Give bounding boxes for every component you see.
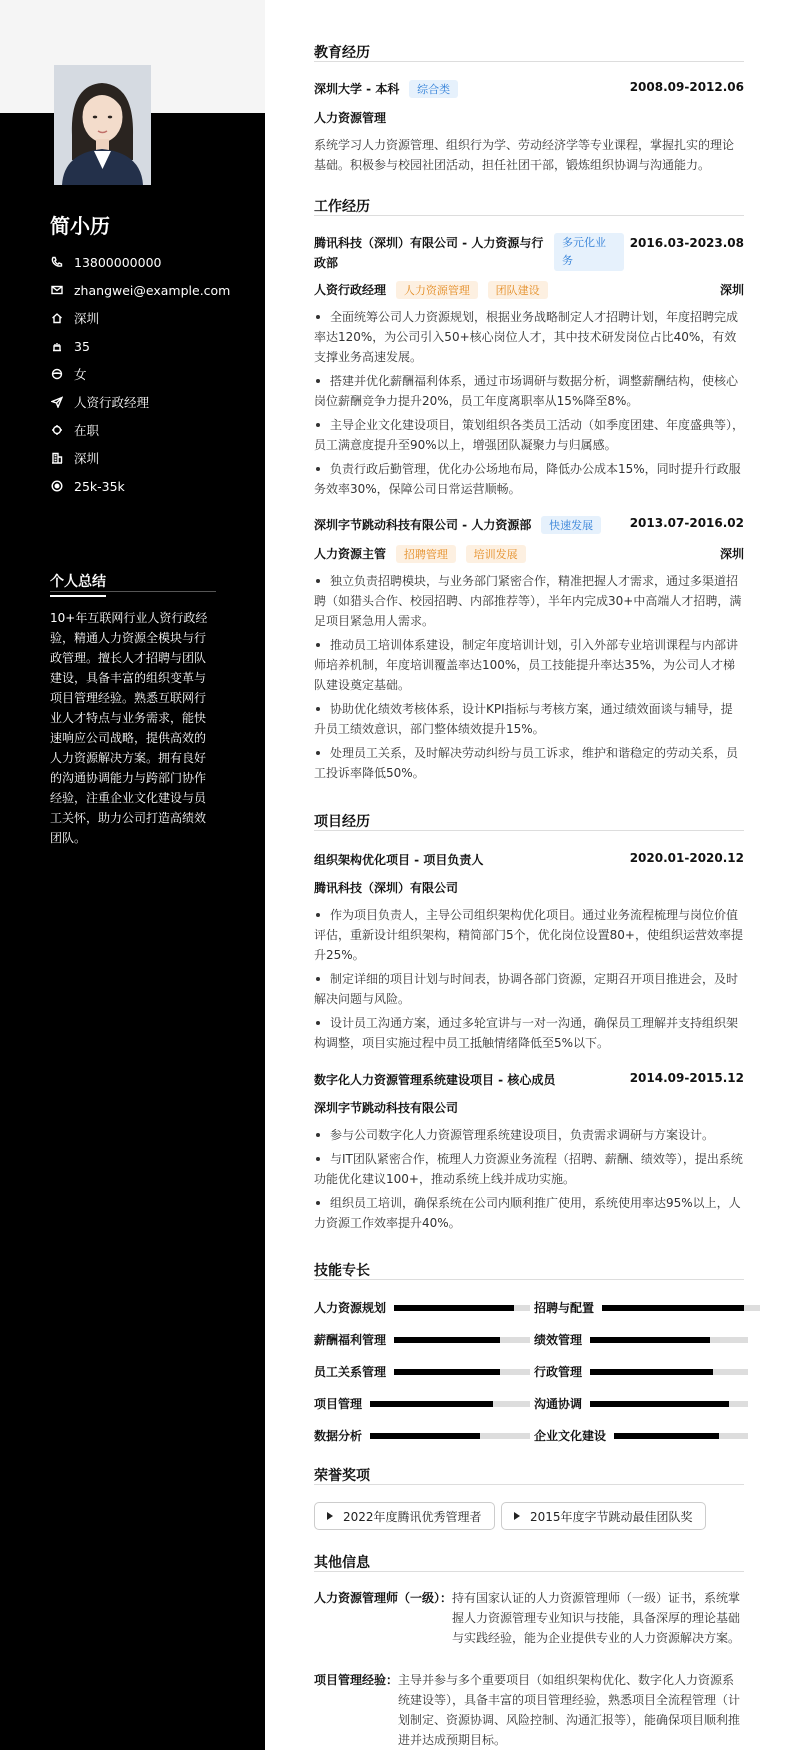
skill-bar (394, 1337, 530, 1343)
skill-item (314, 1363, 530, 1380)
building-icon (50, 451, 64, 465)
project-org-row (314, 1099, 744, 1116)
project-org: 腾讯科技（深圳）有限公司 (314, 881, 459, 895)
award-item (314, 1502, 495, 1530)
skill-bar (370, 1433, 530, 1439)
section-title-awards: 荣誉奖项 (314, 1468, 370, 1484)
award-name: 2015年度字节跳动最佳团队奖 (530, 1509, 693, 1524)
section-title-skills: 技能专长 (314, 1263, 370, 1279)
job-bullet: 搭建并优化薪酬福利体系，通过市场调研与数据分析，调整薪酬结构，使核心岗位薪酬竞争力提升20%，员工年度离职率从15%降至8%。 (314, 371, 744, 411)
skill-bar (394, 1369, 530, 1375)
skill-name: 绩效管理 (534, 1333, 583, 1347)
job-bullet: 主导企业文化建设项目，策划组织各类员工活动（如季度团建、年度盛典等），员工满意度提升至90%以上，增强团队凝聚力与归属感。 (314, 415, 744, 455)
skill-item (534, 1395, 748, 1412)
project-header (314, 1071, 744, 1088)
job-skill-tag: 团队建设 (488, 281, 548, 299)
avatar-photo (54, 65, 151, 185)
project-bullets (314, 1125, 744, 1237)
info-email (50, 276, 230, 304)
info-status-text: 在职 (74, 423, 100, 438)
other-item-key: 项目管理经验： (314, 1673, 399, 1687)
skill-bar-fill (394, 1369, 500, 1375)
home-icon (50, 311, 64, 325)
skill-name: 员工关系管理 (314, 1365, 387, 1379)
job-bullet: 独立负责招聘模块，与业务部门紧密合作，精准把握人才需求，通过多渠道招聘（如猎头合作、校园招聘、内部推荐等），半年内完成30+中高端人才招聘，满足项目紧急用人需求。 (314, 571, 744, 631)
info-location (50, 304, 230, 332)
salary-icon (50, 479, 64, 493)
project-org-row (314, 879, 744, 896)
other-item (314, 1670, 744, 1750)
job-skill-tag: 人力资源管理 (396, 281, 478, 299)
skill-bar-fill (614, 1433, 719, 1439)
play-icon (327, 1512, 333, 1520)
skill-item (534, 1427, 748, 1444)
other-item-value: 持有国家认证的人力资源管理师（一级）证书，系统掌握人力资源管理专业知识与技能，具备深厚的理论基础与实践经验，能为企业提供专业的人力资源解决方案。 (452, 1591, 741, 1645)
other-item (314, 1588, 744, 1648)
section-title-other: 其他信息 (314, 1555, 370, 1571)
skill-name: 薪酬福利管理 (314, 1333, 387, 1347)
skill-bar (370, 1401, 530, 1407)
info-email-text: zhangwei@example.com (74, 282, 231, 298)
project-bullet: 制定详细的项目计划与时间表，协调各部门资源，定期召开项目推进会，及时解决问题与风险。 (314, 969, 744, 1009)
section-divider (314, 215, 744, 216)
award-item (501, 1502, 706, 1530)
project-bullet: 作为项目负责人，主导公司组织架构优化项目。通过业务流程梳理与岗位价值评估，重新设计组织架构，精简部门5个，优化岗位设置80+，使组织运营效率提升25%。 (314, 905, 744, 965)
skill-item (314, 1299, 530, 1316)
skill-item (314, 1331, 530, 1348)
summary-text: 10+年互联网行业人资行政经验，精通人力资源全模块与行政管理。擅长人才招聘与团队建设，具备丰富的组织变革与项目管理经验。熟悉互联网行业人才特点与业务需求，能快速响应公司战略，提供高效的人力资源解决方案。拥有良好的沟通协调能力与跨部门协作经验，注重企业文化建设与员工关怀，助力公司打造高绩效团队。 (50, 611, 208, 845)
project-date: 2014.09-2015.12 (629, 1071, 744, 1085)
info-gender (50, 360, 230, 388)
job-role: 人力资源主管 (314, 547, 387, 561)
info-salary-text: 25k-35k (74, 478, 125, 494)
other-item-key: 人力资源管理师（一级）： (314, 1591, 453, 1605)
skill-name: 沟通协调 (534, 1397, 583, 1411)
skill-bar (590, 1337, 748, 1343)
sidebar (0, 0, 265, 1750)
job-header (314, 516, 744, 534)
skill-bar (614, 1433, 748, 1439)
skill-bar (590, 1369, 748, 1375)
job-bullet: 负责行政后勤管理，优化办公场地布局，降低办公成本15%，同时提升行政服务效率30%，保障公司日常运营顺畅。 (314, 459, 744, 499)
education-school: 深圳大学 - 本科 (314, 82, 400, 96)
section-title-education: 教育经历 (314, 45, 370, 61)
skill-bar-fill (370, 1401, 493, 1407)
info-position (50, 388, 230, 416)
project-bullet: 设计员工沟通方案，通过多轮宣讲与一对一沟通，确保员工理解并支持组织架构调整，项目实施过程中员工抵触情绪降低至5%以下。 (314, 1013, 744, 1053)
skill-name: 人力资源规划 (314, 1301, 387, 1315)
job-city: 深圳 (719, 283, 744, 297)
skill-item (534, 1299, 760, 1316)
job-role: 人资行政经理 (314, 283, 387, 297)
info-salary (50, 472, 230, 500)
section-title-work: 工作经历 (314, 199, 370, 215)
candidate-name: 简小历 (50, 214, 110, 238)
skill-bar-fill (590, 1369, 713, 1375)
job-bullet: 协助优化绩效考核体系，设计KPI指标与考核方案，通过绩效面谈与辅导，提升员工绩效意识，部门整体绩效提升15%。 (314, 699, 744, 739)
section-divider (314, 1484, 744, 1485)
job-tag: 多元化业务 (554, 233, 624, 271)
skill-bar-fill (590, 1401, 729, 1407)
info-age (50, 332, 230, 360)
gender-icon (50, 367, 64, 381)
award-name: 2022年度腾讯优秀管理者 (343, 1509, 482, 1524)
education-date: 2008.09-2012.06 (629, 80, 744, 94)
education-major-row (314, 109, 744, 126)
job-bullet: 全面统筹公司人力资源规划，根据业务战略制定人才招聘计划，年度招聘完成率达120%，为公司引入50+核心岗位人才，其中技术研发岗位占比40%，有效支撑业务高速发展。 (314, 307, 744, 367)
skill-item (314, 1427, 530, 1444)
avatar (54, 65, 151, 185)
project-bullet: 参与公司数字化人力资源管理系统建设项目，负责需求调研与方案设计。 (314, 1125, 744, 1145)
info-target-city (50, 444, 230, 472)
info-gender-text: 女 (74, 367, 87, 382)
status-icon (50, 423, 64, 437)
job-skill-tag: 培训发展 (466, 545, 526, 563)
project-header (314, 851, 744, 868)
play-icon (514, 1512, 520, 1520)
other-item-value: 主导并参与多个重要项目（如组织架构优化、数字化人力资源系统建设等），具备丰富的项目管理经验，熟悉项目全流程管理（计划制定、资源协调、风险控制、沟通汇报等），能确保项目顺利推进并达成预期目标。 (398, 1673, 741, 1747)
skill-bar-fill (602, 1305, 744, 1311)
job-bullet: 推动员工培训体系建设，制定年度培训计划，引入外部专业培训课程与内部讲师培养机制，年度培训覆盖率达100%，员工技能提升率达35%，为公司人才梯队建设奠定基础。 (314, 635, 744, 695)
education-major: 人力资源管理 (314, 111, 387, 125)
project-org: 深圳字节跳动科技有限公司 (314, 1101, 459, 1115)
send-icon (50, 395, 64, 409)
project-date: 2020.01-2020.12 (629, 851, 744, 865)
project-bullet: 与IT团队紧密合作，梳理人力资源业务流程（招聘、薪酬、绩效等），提出系统功能优化建议100+，推动系统上线并成功实施。 (314, 1149, 744, 1189)
info-age-text: 35 (74, 338, 90, 354)
skill-bar-fill (394, 1337, 500, 1343)
skill-bar (590, 1401, 748, 1407)
summary-title: 个人总结 (50, 571, 106, 597)
info-target-city-text: 深圳 (74, 451, 100, 466)
age-icon (50, 339, 64, 353)
skill-name: 项目管理 (314, 1397, 363, 1411)
skill-name: 企业文化建设 (534, 1429, 607, 1443)
contact-info-list (50, 248, 230, 500)
job-tag: 快速发展 (541, 516, 601, 534)
section-divider (314, 1571, 744, 1572)
education-header (314, 80, 744, 98)
info-phone (50, 248, 230, 276)
info-position-text: 人资行政经理 (74, 395, 150, 410)
skill-bar (394, 1305, 530, 1311)
section-divider (314, 830, 744, 831)
skill-item (314, 1395, 530, 1412)
education-tag: 综合类 (409, 80, 458, 98)
project-name: 数字化人力资源管理系统建设项目 - 核心成员 (314, 1073, 556, 1087)
skill-item (534, 1363, 748, 1380)
skill-name: 行政管理 (534, 1365, 583, 1379)
job-bullet: 处理员工关系，及时解决劳动纠纷与员工诉求，维护和谐稳定的劳动关系，员工投诉率降低50%。 (314, 743, 744, 783)
job-bullets (314, 571, 744, 787)
skill-item (534, 1331, 748, 1348)
info-phone-text: 13800000000 (74, 254, 162, 270)
info-status (50, 416, 230, 444)
job-company: 腾讯科技（深圳）有限公司 - 人力资源与行政部 (314, 236, 544, 270)
phone-icon (50, 255, 64, 269)
skill-bar (602, 1305, 760, 1311)
skill-name: 数据分析 (314, 1429, 363, 1443)
project-bullet: 组织员工培训，确保系统在公司内顺利推广使用，系统使用率达95%以上，人力资源工作效率提升40%。 (314, 1193, 744, 1233)
job-role-row (314, 281, 744, 299)
education-desc: 系统学习人力资源管理、组织行为学、劳动经济学等专业课程，掌握扎实的理论基础。积极参与校园社团活动，担任社团干部，锻炼组织协调与沟通能力。 (314, 138, 735, 172)
project-bullets (314, 905, 744, 1057)
job-bullets (314, 307, 744, 503)
section-title-projects: 项目经历 (314, 814, 370, 830)
info-location-text: 深圳 (74, 311, 100, 326)
job-city: 深圳 (719, 547, 744, 561)
section-divider (314, 1279, 744, 1280)
summary-divider (50, 591, 216, 592)
skill-name: 招聘与配置 (534, 1301, 595, 1315)
job-company: 深圳字节跳动科技有限公司 - 人力资源部 (314, 518, 532, 532)
job-header (314, 233, 744, 273)
skill-bar-fill (370, 1433, 480, 1439)
job-date: 2013.07-2016.02 (629, 516, 744, 530)
job-date: 2016.03-2023.08 (629, 236, 744, 250)
project-name: 组织架构优化项目 - 项目负责人 (314, 853, 484, 867)
section-divider (314, 61, 744, 62)
mail-icon (50, 283, 64, 297)
job-skill-tag: 招聘管理 (396, 545, 456, 563)
skill-bar-fill (394, 1305, 514, 1311)
job-role-row (314, 545, 744, 563)
skill-bar-fill (590, 1337, 710, 1343)
